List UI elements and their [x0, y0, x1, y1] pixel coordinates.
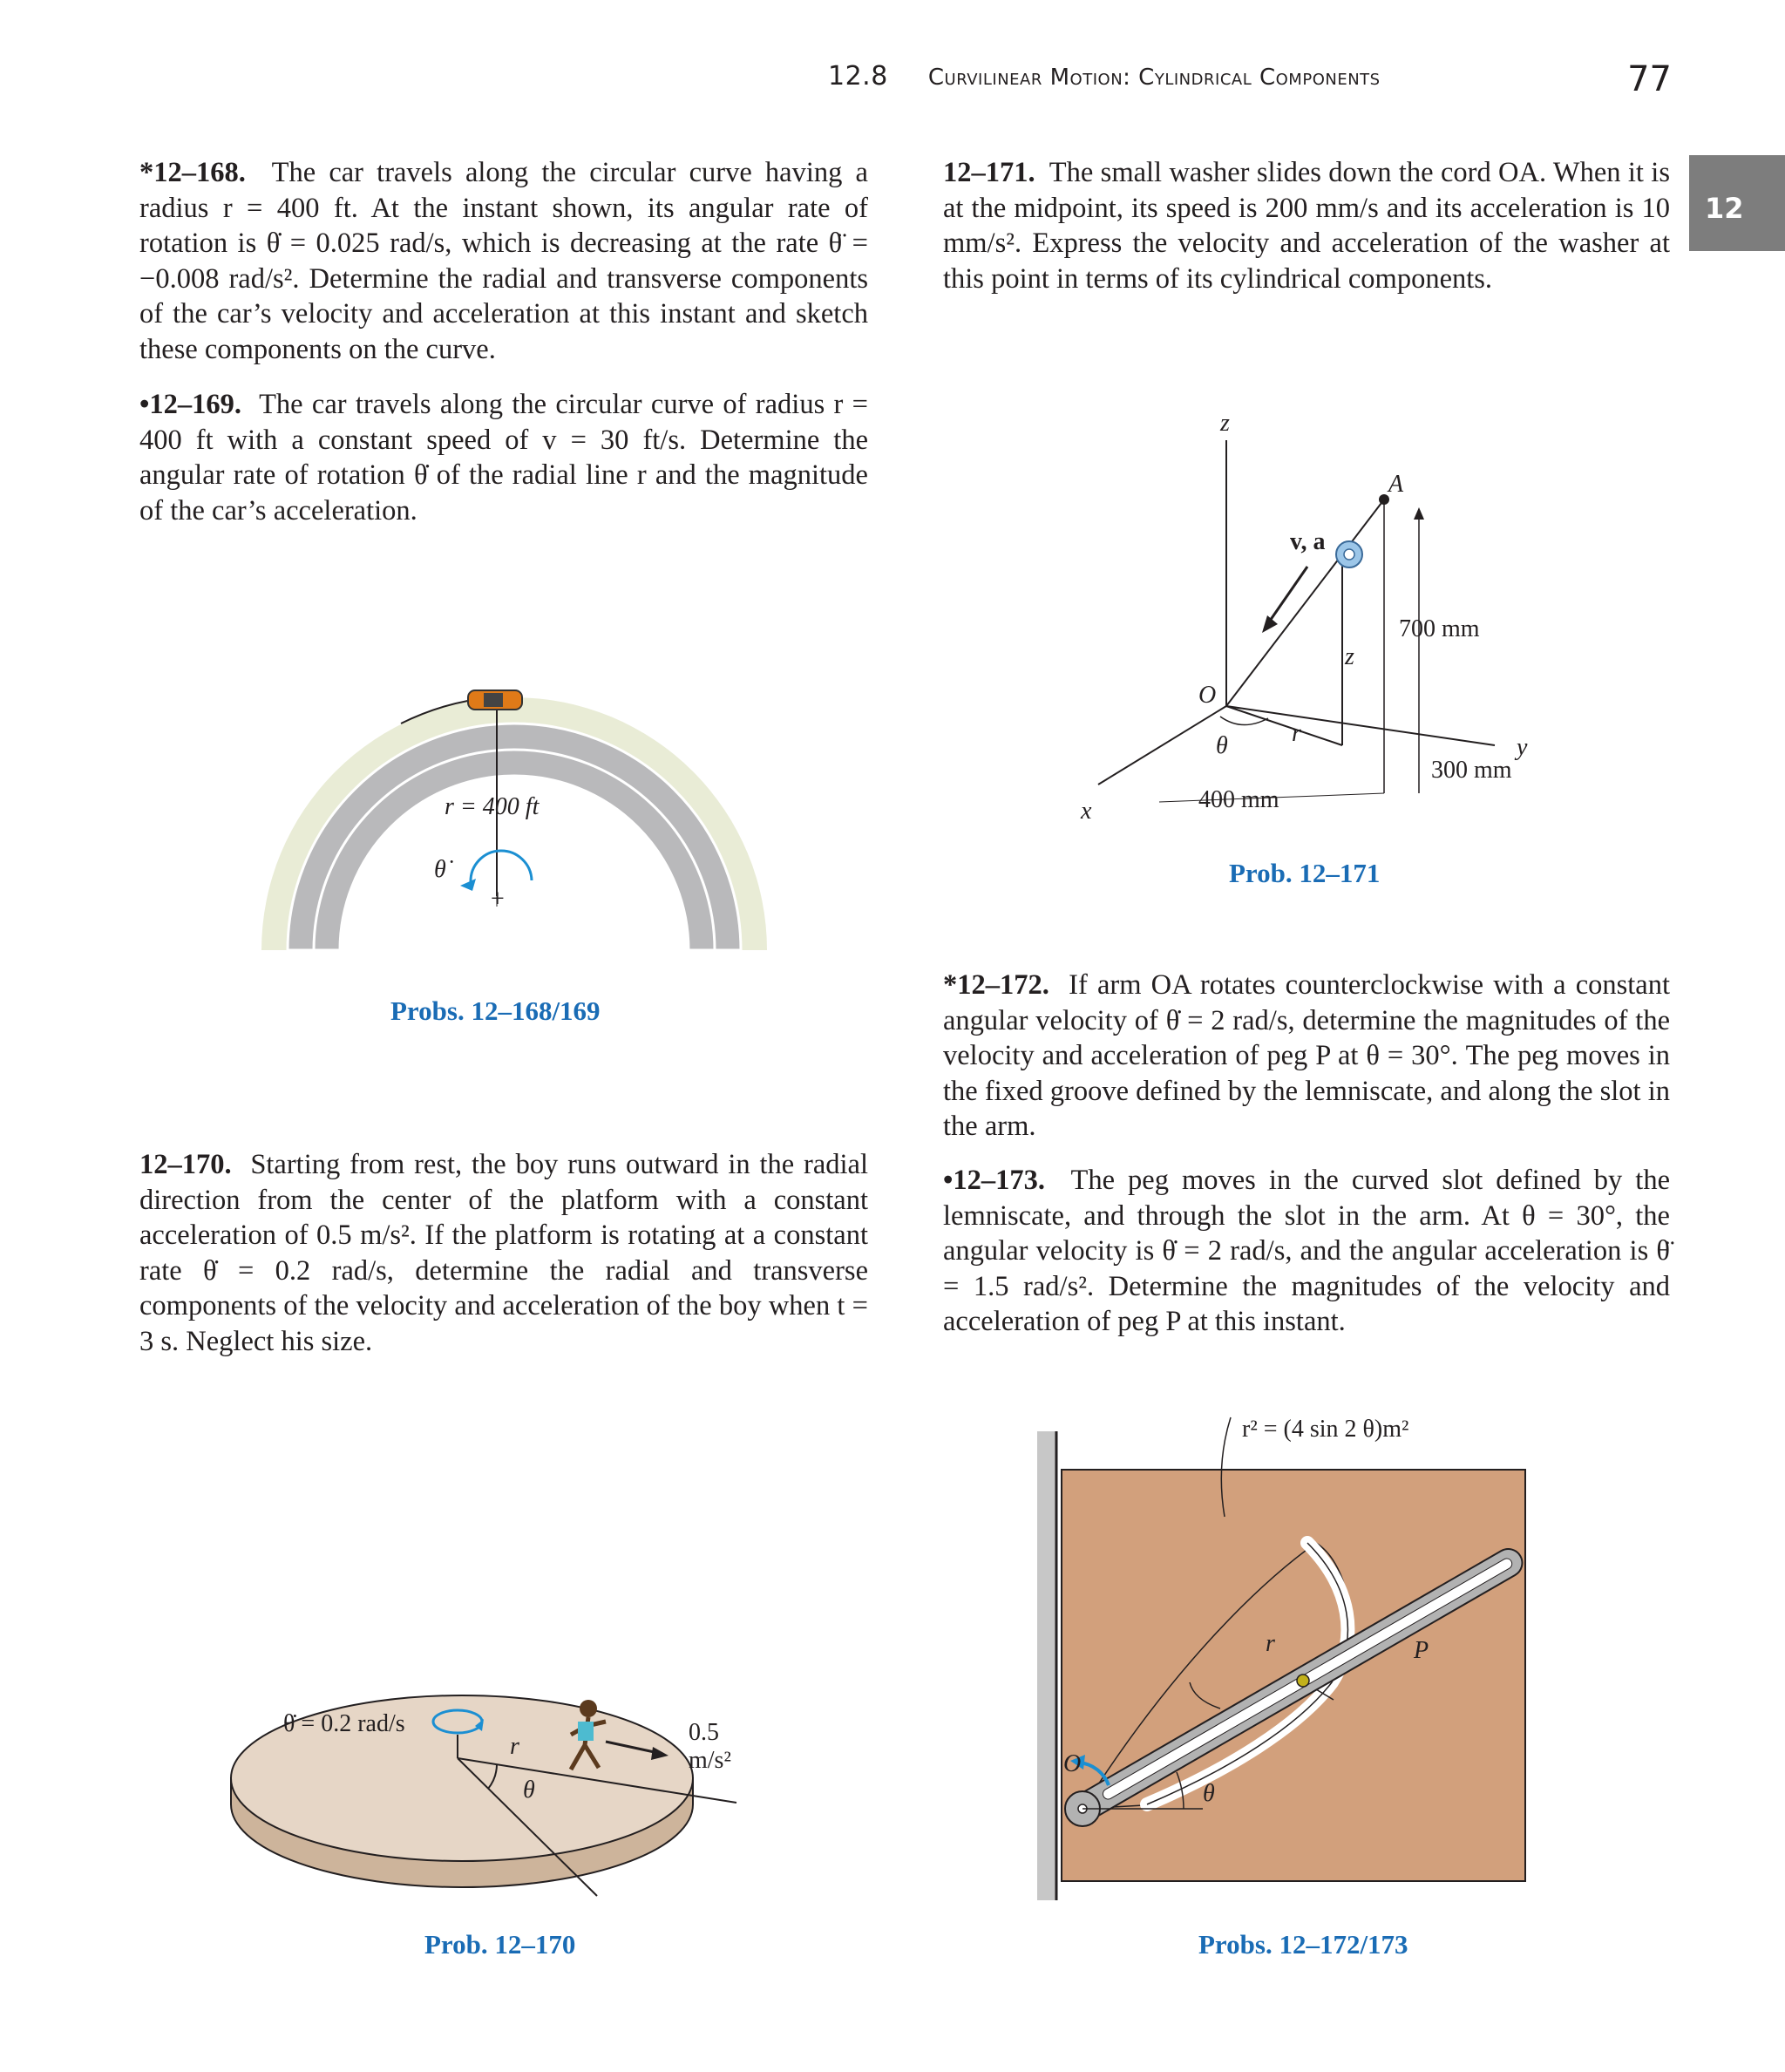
- z-small-label: z: [1345, 643, 1354, 670]
- problem-12-173: [943, 1163, 1670, 1340]
- problem-text: The peg moves in the curved slot defined by the lemniscate, and through the slot in the arm. At θ = 30°, the angular velocity is θ̇ = 2 rad/s, and the angular acceleration is θ̈ = 1.5 rad/s². Determine the magnitudes of the velocity and acceleration of peg P at this instant.: [943, 1165, 1671, 1337]
- problem-text: The car travels along the circular curve of radius r = 400 ft with a constant speed of v = 30 ft/s. Determine the angular rate of rotation θ̇ of the radial line r and the magnitude of the car’s acceleration.: [139, 389, 868, 526]
- problem-text: The small washer slides down the cord OA. When it is at the midpoint, its speed is 200 mm/s and its acceleration is 10 mm/s². Express the velocity and acceleration of the washer at this point in terms of its cylindrical components.: [943, 157, 1670, 295]
- chapter-tab: 12: [1689, 155, 1785, 251]
- va-label: v, a: [1290, 528, 1326, 555]
- problem-12-170: [139, 1147, 868, 1359]
- velocity-arrowhead: [1262, 615, 1278, 633]
- theta-dot-label: θ̇: [434, 856, 446, 883]
- problem-number: •12–173.: [943, 1165, 1046, 1196]
- accel-label: 0.5 m/s²: [689, 1719, 731, 1774]
- problem-12-172: [943, 968, 1670, 1145]
- dim-700-arrowtop: [1414, 507, 1424, 520]
- platform-diagram: [222, 1674, 763, 1909]
- y-axis-label: y: [1517, 734, 1528, 761]
- r-label: r: [1266, 1630, 1275, 1657]
- section-number: 12.8: [828, 61, 888, 92]
- rotation-arrowhead: [460, 879, 476, 891]
- running-header: [828, 61, 1381, 92]
- velocity-arrow: [1268, 567, 1307, 623]
- O-label: O: [1063, 1750, 1082, 1777]
- washer-hole: [1344, 549, 1354, 560]
- problem-12-169: [139, 387, 868, 528]
- problem-number: •12–169.: [139, 389, 242, 420]
- page-number: 77: [1627, 59, 1672, 99]
- problem-number: 12–170.: [139, 1149, 232, 1180]
- O-label: O: [1198, 682, 1217, 709]
- P-label: P: [1414, 1637, 1429, 1664]
- figure-caption-172: Probs. 12–172/173: [1198, 1929, 1408, 1960]
- lemniscate-diagram: [1037, 1412, 1604, 1900]
- r-label: r: [1292, 720, 1301, 747]
- center-plus: +: [491, 886, 505, 913]
- z-axis-label: z: [1220, 410, 1230, 437]
- figure-washer-cord: [1055, 410, 1551, 828]
- dim-400-label: 400 mm: [1198, 786, 1279, 813]
- x-axis-label: x: [1081, 798, 1092, 825]
- lemniscate-equation: r² = (4 sin 2 θ)m²: [1242, 1416, 1409, 1443]
- problem-12-168: [139, 155, 868, 367]
- problem-12-171: [943, 155, 1670, 296]
- x-axis-line: [1098, 706, 1226, 785]
- y-axis-line: [1226, 706, 1495, 745]
- boy-shirt: [578, 1722, 594, 1741]
- A-label: A: [1388, 471, 1404, 498]
- problem-text: If arm OA rotates counterclockwise with a constant angular velocity of θ̇ = 2 rad/s, determine the magnitudes of the velocity and acceleration of peg P at θ = 30°. The peg moves in the fixed groove defined by the lemniscate, and along the slot in the arm.: [943, 969, 1670, 1142]
- section-title: Curvilinear Motion: Cylindrical Components: [927, 65, 1381, 91]
- figure-caption-171: Prob. 12–171: [1229, 858, 1381, 888]
- rate-label: θ̇ = 0.2 rad/s: [283, 1710, 405, 1737]
- figure-caption-170: Prob. 12–170: [424, 1929, 576, 1960]
- problem-number: 12–171.: [943, 157, 1035, 188]
- problem-number: *12–168.: [139, 157, 246, 188]
- theta-label: θ: [1203, 1780, 1215, 1807]
- problem-number: *12–172.: [943, 969, 1049, 1001]
- boy-head: [580, 1700, 597, 1717]
- r-line: [1226, 706, 1342, 745]
- theta-label: θ: [1216, 732, 1228, 759]
- dim-300-label: 300 mm: [1431, 757, 1512, 784]
- figure-caption-168: Probs. 12–168/169: [390, 995, 601, 1026]
- figure-platform: [222, 1674, 763, 1909]
- rotation-arrow: [471, 851, 532, 882]
- dim-700-label: 700 mm: [1399, 615, 1480, 642]
- car-window: [484, 693, 503, 707]
- wall-hatch: [1037, 1431, 1056, 1900]
- radius-label: r = 400 ft: [445, 793, 540, 820]
- problem-text: Starting from rest, the boy runs outward in the radial direction from the center of the platform with a constant acceleration of 0.5 m/s². If the platform is rotating at a constant rate θ̇ = 0.2 rad/s, determine the radial and transverse components of the velocity and acceleration of the boy when t = 3 s. Neglect his size.: [139, 1149, 868, 1357]
- theta-label: θ: [523, 1776, 535, 1804]
- peg-P: [1297, 1675, 1309, 1687]
- r-label: r: [510, 1733, 519, 1760]
- figure-lemniscate: [1037, 1412, 1604, 1900]
- figure-circular-curve: [244, 662, 784, 959]
- problem-text: The car travels along the circular curve having a radius r = 400 ft. At the instant shown, its angular rate of rotation is θ̇ = 0.025 rad/s, which is decreasing at the rate θ̈ = −0.008 rad/s². Determine the radial and transverse components of the car’s velocity and acceleration at this instant and sketch these components on the curve.: [139, 157, 868, 365]
